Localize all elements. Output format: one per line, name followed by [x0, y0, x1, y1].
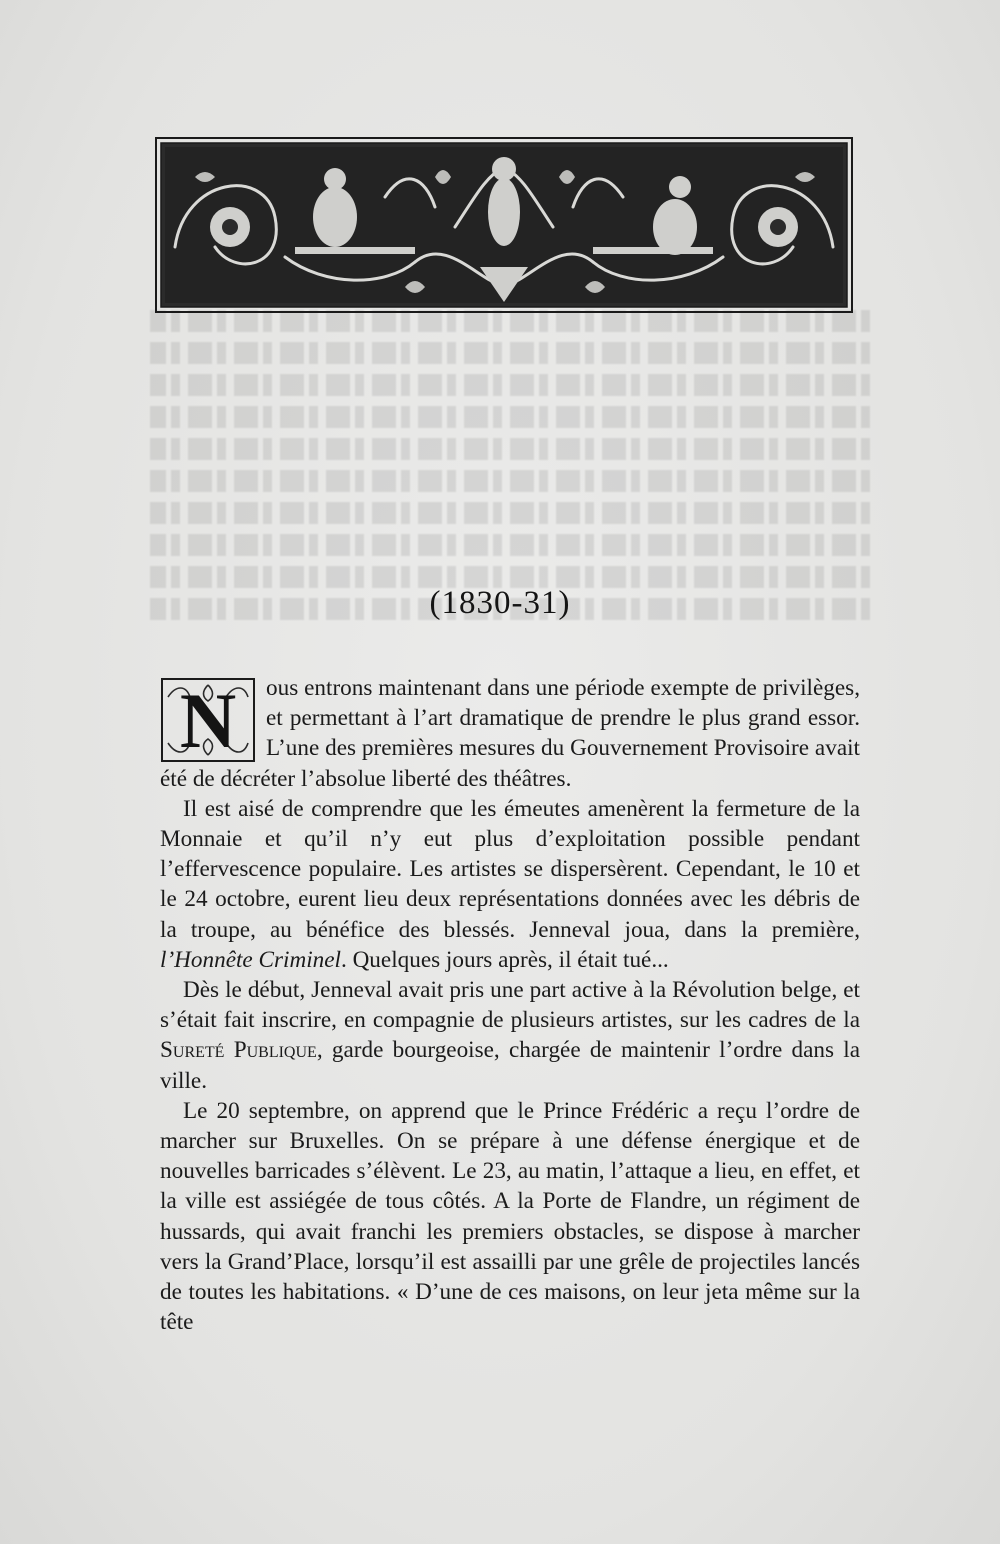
paragraph-1-text: ous entrons maintenant dans une période exempte de privilèges, et permettant à l’art dramatique de prendre le plus grand essor. L’une des premières mesures du Gouvernement Provisoire avait été de décréter l’absolue liberté des théâtres.: [160, 675, 860, 792]
paragraph-4: [160, 1096, 860, 1338]
page-heading: (1830-31): [429, 585, 571, 621]
paragraph-2: [160, 794, 860, 975]
paragraph-2-text-b: . Quelques jours après, il était tué...: [340, 946, 669, 973]
paragraph-3: [160, 975, 860, 1096]
paragraph-3-text-b: , garde bourgeoise, chargée de maintenir l’ordre dans la ville.: [160, 1037, 860, 1094]
paragraph-3-text-a: Dès le début, Jenneval avait pris une part active à la Révolution belge, et s’était fait inscrire, en compagnie de plusieurs artistes, sur les cadres de la: [160, 977, 860, 1034]
dropcap-letter: N: [179, 677, 237, 763]
ornate-initial-n-icon: [160, 677, 256, 763]
decorative-frieze-icon: [155, 137, 853, 313]
body-text: [160, 673, 860, 1337]
play-title: l’Honnête Criminel: [160, 946, 341, 973]
organization-name: Sureté Publique: [160, 1037, 317, 1064]
paragraph-4-text: Le 20 septembre, on apprend que le Prince Frédéric a reçu l’ordre de marcher sur Bruxelles. On se prépare à une défense énergique et de nouvelles barricades s’élèvent. Le 23, au matin, l’attaque a lieu, en effet, et la ville est assiégée de tous côtés. A la Porte de Flandre, un régiment de hussards, qui avait franchi les premiers obstacles, se dispose à marcher vers la Grand’Place, lorsqu’il est assailli par une grêle de projectiles lancés de toutes les habitations. « D’une de ces maisons, on leur jeta même sur la tête: [160, 1097, 860, 1336]
paragraph-2-text-a: Il est aisé de comprendre que les émeutes amenèrent la fermeture de la Monnaie et qu’il n’y eut plus d’exploitation possible pendant l’effervescence populaire. Les artistes se dispersèrent. Cependant, le 10 et le 24 octobre, eurent lieu deux représentations données avec les débris de la troupe, au bénéfice des blessés. Jenneval joua, dans la première,: [160, 795, 860, 943]
paragraph-1: [160, 673, 860, 794]
